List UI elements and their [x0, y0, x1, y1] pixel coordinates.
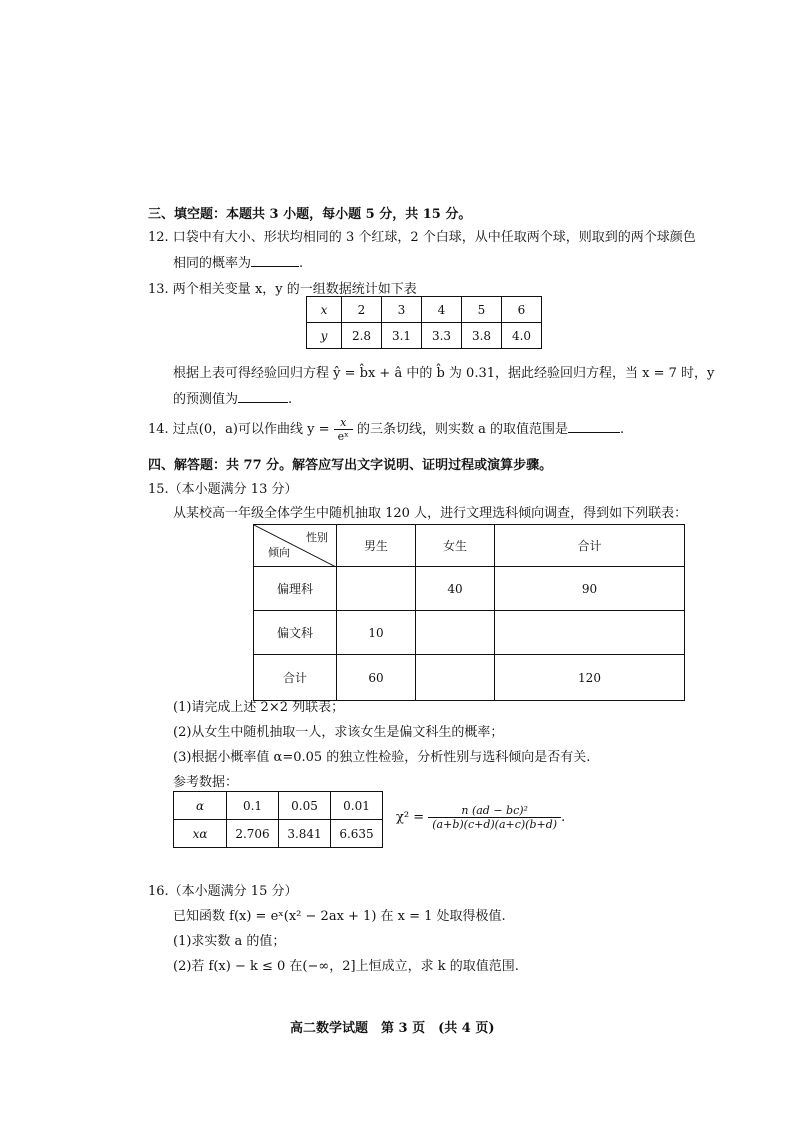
q15-header-row: [254, 525, 685, 567]
q15-col-header: 女生: [416, 525, 495, 567]
q15-row: [254, 655, 685, 701]
q15-xalpha-row: [174, 820, 383, 848]
q14-suffix: .: [619, 422, 625, 437]
q15-part-3: (3)根据小概率值 α=0.05 的独立性检验，分析性别与选科倾向是否有关.: [173, 750, 591, 765]
q13-y-label: y: [307, 323, 342, 349]
q15-ref-label: 参考数据：: [173, 775, 239, 790]
q13-data-table: [306, 296, 542, 349]
q15-part-2: (2)从女生中随机抽取一人，求该女生是偏文科生的概率；: [173, 725, 504, 740]
q15-part-1: (1)请完成上述 2×2 列联表；: [173, 700, 345, 715]
q15-row: [254, 611, 685, 655]
q13-x-cell: 2: [342, 297, 382, 323]
q13-x-cell: 4: [422, 297, 462, 323]
q12-answer-blank: [251, 252, 299, 267]
q15-cell: [416, 655, 495, 701]
q16-intro: 已知函数 f(x) = eˣ(x² − 2ax + 1) 在 x = 1 处取得极值.: [173, 909, 506, 924]
q14-line: [148, 416, 624, 443]
q15-xalpha-cell: 3.841: [279, 820, 331, 848]
q15-cell: 10: [337, 611, 416, 655]
q13-line1: 根据上表可得经验回归方程 ŷ = b̂x + â 中的 b̂ 为 0.31，据此经验回归方程，当 x = 7 时，y: [173, 366, 715, 381]
q15-corner-bottom: 倾向: [268, 546, 290, 559]
q15-chi-label: χ² =: [396, 810, 425, 825]
q16-header: 16.（本小题满分 15 分）: [148, 884, 298, 899]
q13-line2-suffix: .: [288, 392, 293, 407]
q13-y-cell: 4.0: [502, 323, 542, 349]
q13-y-cell: 3.3: [422, 323, 462, 349]
q15-alpha-cell: 0.01: [331, 792, 383, 820]
q12-line1: 12. 口袋中有大小、形状均相同的 3 个红球，2 个白球，从中任取两个球，则取到的两个球颜色: [148, 230, 696, 245]
q15-cell: [495, 611, 685, 655]
q15-header: 15.（本小题满分 13 分）: [148, 482, 298, 497]
q15-row-label: 偏文科: [254, 611, 337, 655]
q15-chi-fraction: [428, 804, 561, 831]
q15-xalpha-cell: 6.635: [331, 820, 383, 848]
q14-prefix: 14. 过点(0，a)可以作曲线 y =: [148, 422, 330, 437]
q13-line2: [173, 388, 292, 407]
q15-chi-num: n (ad − bc)²: [428, 804, 561, 818]
q15-contingency-table: [253, 524, 685, 701]
q15-cell: 90: [495, 567, 685, 611]
q12-line2-prefix: 相同的概率为: [173, 256, 252, 271]
q14-fraction: [334, 416, 353, 443]
q15-row: [254, 567, 685, 611]
q13-y-cell: 3.1: [382, 323, 422, 349]
q15-row-label: 合计: [254, 655, 337, 701]
q13-intro: 13. 两个相关变量 x，y 的一组数据统计如下表: [148, 282, 417, 297]
q15-alpha-cell: 0.1: [227, 792, 279, 820]
q15-chi-formula: [396, 804, 565, 831]
q15-cell: [416, 611, 495, 655]
q14-middle: 的三条切线，则实数 a 的取值范围是: [356, 422, 568, 437]
q15-alpha-label: α: [174, 792, 227, 820]
q12-line2-suffix: .: [299, 256, 304, 271]
q13-line2-prefix: 的预测值为: [173, 392, 239, 407]
q15-xalpha-label: xα: [174, 820, 227, 848]
q15-corner-top: 性别: [306, 531, 328, 544]
q14-frac-den: eˣ: [337, 430, 349, 443]
q15-alpha-cell: 0.05: [279, 792, 331, 820]
q14-answer-blank: [568, 418, 620, 433]
section3-title: 三、填空题：本题共 3 小题，每小题 5 分，共 15 分。: [148, 207, 472, 222]
q13-y-row: [307, 323, 542, 349]
q13-x-cell: 6: [502, 297, 542, 323]
q13-x-cell: 3: [382, 297, 422, 323]
q15-cell: 120: [495, 655, 685, 701]
section4-title: 四、解答题：共 77 分。解答应写出文字说明、证明过程或演算步骤。: [148, 458, 553, 473]
q13-x-row: [307, 297, 542, 323]
q15-cell: 60: [337, 655, 416, 701]
q15-col-header: 男生: [337, 525, 416, 567]
q13-answer-blank: [238, 388, 288, 403]
q14-frac-num: x: [334, 416, 353, 430]
q13-x-label: x: [307, 297, 342, 323]
q15-row-label: 偏理科: [254, 567, 337, 611]
q16-part-2: (2)若 f(x) − k ≤ 0 在(−∞，2]上恒成立，求 k 的取值范围.: [173, 959, 519, 974]
q13-y-cell: 2.8: [342, 323, 382, 349]
q15-alpha-row: [174, 792, 383, 820]
q15-corner-cell: [254, 525, 337, 567]
q15-chi-suffix: .: [561, 810, 566, 825]
q15-xalpha-cell: 2.706: [227, 820, 279, 848]
page-footer: 高二数学试题 第 3 页 (共 4 页): [290, 1021, 495, 1036]
q15-col-header: 合计: [495, 525, 685, 567]
q15-cell: 40: [416, 567, 495, 611]
q12-line2: [173, 252, 303, 271]
q15-reference-table: [173, 791, 383, 848]
q13-x-cell: 5: [462, 297, 502, 323]
q15-cell: [337, 567, 416, 611]
q15-intro: 从某校高一年级全体学生中随机抽取 120 人，进行文理选科倾向调查，得到如下列联表：: [173, 506, 688, 521]
q13-y-cell: 3.8: [462, 323, 502, 349]
q15-chi-den: (a+b)(c+d)(a+c)(b+d): [432, 818, 558, 831]
q16-part-1: (1)求实数 a 的值；: [173, 934, 286, 949]
